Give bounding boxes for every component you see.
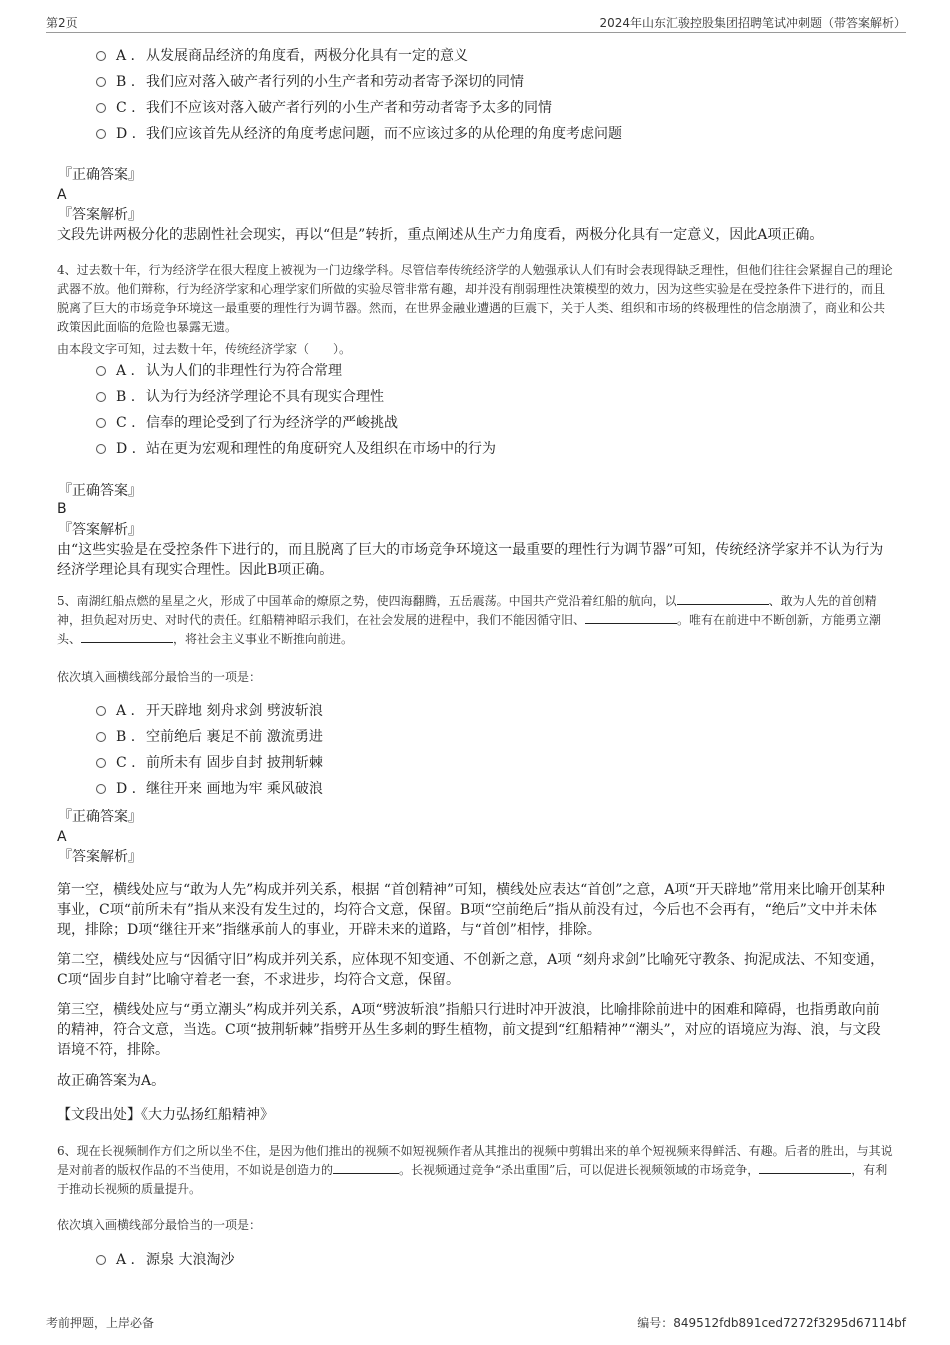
radio-icon[interactable]	[96, 1255, 106, 1265]
q6-prompt: 依次填入画横线部分最恰当的一项是：	[57, 1218, 262, 1232]
q5-prompt: 依次填入画横线部分最恰当的一项是：	[57, 670, 262, 684]
blank-line	[759, 1161, 851, 1174]
document-id: 编号：849512fdb891ced7272f3295d67114bf	[637, 1316, 906, 1330]
footer-slogan: 考前押题，上岸必备	[46, 1316, 155, 1330]
q4-option-d[interactable]: D . 站在更为宏观和理性的角度研究人及组织在市场中的行为	[96, 440, 496, 458]
q4-option-b[interactable]: B . 认为行为经济学理论不具有现实合理性	[96, 388, 384, 406]
radio-icon[interactable]	[96, 129, 106, 139]
q3-option-a[interactable]: A . 从发展商品经济的角度看，两极分化具有一定的意义	[96, 47, 468, 65]
document-title: 2024年山东汇骏控股集团招聘笔试冲刺题（带答案解析）	[599, 16, 906, 30]
q3-answer: A	[57, 187, 67, 203]
q5-answer: A	[57, 829, 67, 845]
q5-analysis-para2: 第二空，横线处应与“因循守旧”构成并列关系，应体现不知变通、不创新之意，A项 “刻舟求剑”比喻死守教条、拘泥成法、不知变通，C项“固步自封”比喻守着老一套，不求进步，均符合文意，保留。	[57, 952, 885, 988]
blank-line	[81, 630, 173, 643]
q5-stem: 5、南湖红船点燃的星星之火，形成了中国革命的燎原之势，使四海翻腾，五岳震荡。中国共产党沿着红船的航向，以 、敢为人先的首创精神，担负起对历史、对时代的责任。红船精神昭示我们，在社会发展的进程中，我们不能因循守旧、 。唯有在前进中不断创新，方能勇立潮头、 ，将社会主义事业不断推向前进。	[57, 594, 882, 646]
page-header	[46, 12, 906, 33]
radio-icon[interactable]	[96, 784, 106, 794]
q3-option-b[interactable]: B . 我们应对落入破产者行列的小生产者和劳动者寄予深切的同情	[96, 73, 524, 91]
q4-question: 由本段文字可知，过去数十年，传统经济学家（ ）。	[57, 342, 352, 356]
q5-source: 【文段出处】《大力弘扬红船精神》	[57, 1107, 274, 1123]
q4-answer: B	[57, 501, 67, 517]
radio-icon[interactable]	[96, 51, 106, 61]
radio-icon[interactable]	[96, 366, 106, 376]
q5-option-c[interactable]: C . 前所未有 固步自封 披荆斩棘	[96, 754, 323, 772]
radio-icon[interactable]	[96, 418, 106, 428]
radio-icon[interactable]	[96, 77, 106, 87]
radio-icon[interactable]	[96, 706, 106, 716]
q5-analysis-para1: 第一空，横线处应与“敢为人先”构成并列关系，根据 “首创精神”可知，横线处应表达“首创”之意，A项“开天辟地”常用来比喻开创某种事业，C项“前所未有”指从来没有发生过的，均符合文意，保留。B项“空前绝后”指从前没有过，今后也不会再有，“绝后”文中并未体现，排除；D项“继往开来”指继承前人的事业，开辟未来的道路，与“首创”相悖，排除。	[57, 882, 885, 938]
q4-analysis-label: 『答案解析』	[58, 522, 142, 538]
q3-analysis-label: 『答案解析』	[58, 207, 142, 223]
blank-line	[677, 592, 769, 605]
radio-icon[interactable]	[96, 732, 106, 742]
q5-analysis-para3: 第三空，横线处应与“勇立潮头”构成并列关系，A项“劈波斩浪”指船只行进时冲开波浪，比喻排除前进中的困难和障碍，也指勇敢向前的精神，符合文意，当选。C项“披荆斩棘”指劈开丛生多刺的野生植物，前文提到“红船精神”“潮头”，对应的语境应为海、浪，与文段语境不符，排除。	[57, 1002, 881, 1058]
q3-answer-label: 『正确答案』	[58, 167, 142, 183]
radio-icon[interactable]	[96, 758, 106, 768]
q4-option-a[interactable]: A . 认为人们的非理性行为符合常理	[96, 362, 342, 380]
blank-line	[585, 611, 677, 624]
q4-answer-label: 『正确答案』	[58, 483, 142, 499]
radio-icon[interactable]	[96, 444, 106, 454]
q6-stem: 6、现在长视频制作方们之所以坐不住，是因为他们推出的视频不如短视频作者从其推出的视频中剪辑出来的单个短视频来得鲜活、有趣。后者的胜出，与其说是对前者的版权作品的不当使用，不如说是创造力的 。长视频通过竞争“杀出重围”后，可以促进长视频领域的市场竞争， ，有利于推动长视频的质量提升。	[57, 1144, 893, 1196]
blank-line	[333, 1161, 399, 1174]
q3-analysis: 文段先讲两极分化的悲剧性社会现实，再以“但是”转折，重点阐述从生产力角度看，两极分化具有一定意义，因此A项正确。	[57, 227, 824, 243]
q3-option-d[interactable]: D . 我们应该首先从经济的角度考虑问题，而不应该过多的从伦理的角度考虑问题	[96, 125, 622, 143]
radio-icon[interactable]	[96, 103, 106, 113]
q5-analysis-label: 『答案解析』	[58, 849, 142, 865]
page-footer	[46, 1314, 906, 1330]
q5-option-b[interactable]: B . 空前绝后 裹足不前 激流勇进	[96, 728, 323, 746]
q5-conclusion: 故正确答案为A。	[57, 1073, 166, 1089]
q3-option-c[interactable]: C . 我们不应该对落入破产者行列的小生产者和劳动者寄予太多的同情	[96, 99, 552, 117]
q6-option-a[interactable]: A . 源泉 大浪淘沙	[96, 1251, 234, 1269]
q4-option-c[interactable]: C . 信奉的理论受到了行为经济学的严峻挑战	[96, 414, 398, 432]
q5-option-d[interactable]: D . 继往开来 画地为牢 乘风破浪	[96, 780, 323, 798]
q5-option-a[interactable]: A . 开天辟地 刻舟求剑 劈波斩浪	[96, 702, 323, 720]
q5-answer-label: 『正确答案』	[58, 809, 142, 825]
q4-stem: 4、过去数十年，行为经济学在很大程度上被视为一门边缘学科。尽管信奉传统经济学的人勉强承认人们有时会表现得缺乏理性，但他们往往会紧握自己的理论武器不放。他们辩称，行为经济学家和心理学家们所做的实验尽管非常有趣，却并没有削弱理性决策模型的效力，因为这些实验是在受控条件下进行的，而且脱离了巨大的市场竞争环境这一最重要的理性行为调节器。然而，在世界金融业遭遇的巨震下，关于人类、组织和市场的终极理性的信念崩溃了，商业和公共政策因此面临的危险也暴露无遗。	[57, 263, 893, 334]
radio-icon[interactable]	[96, 392, 106, 402]
q4-analysis: 由“这些实验是在受控条件下进行的，而且脱离了巨大的市场竞争环境这一最重要的理性行为调节器”可知，传统经济学家并不认为行为经济学理论具有现实合理性。因此B项正确。	[57, 542, 884, 578]
page-number: 第2页	[46, 16, 78, 30]
